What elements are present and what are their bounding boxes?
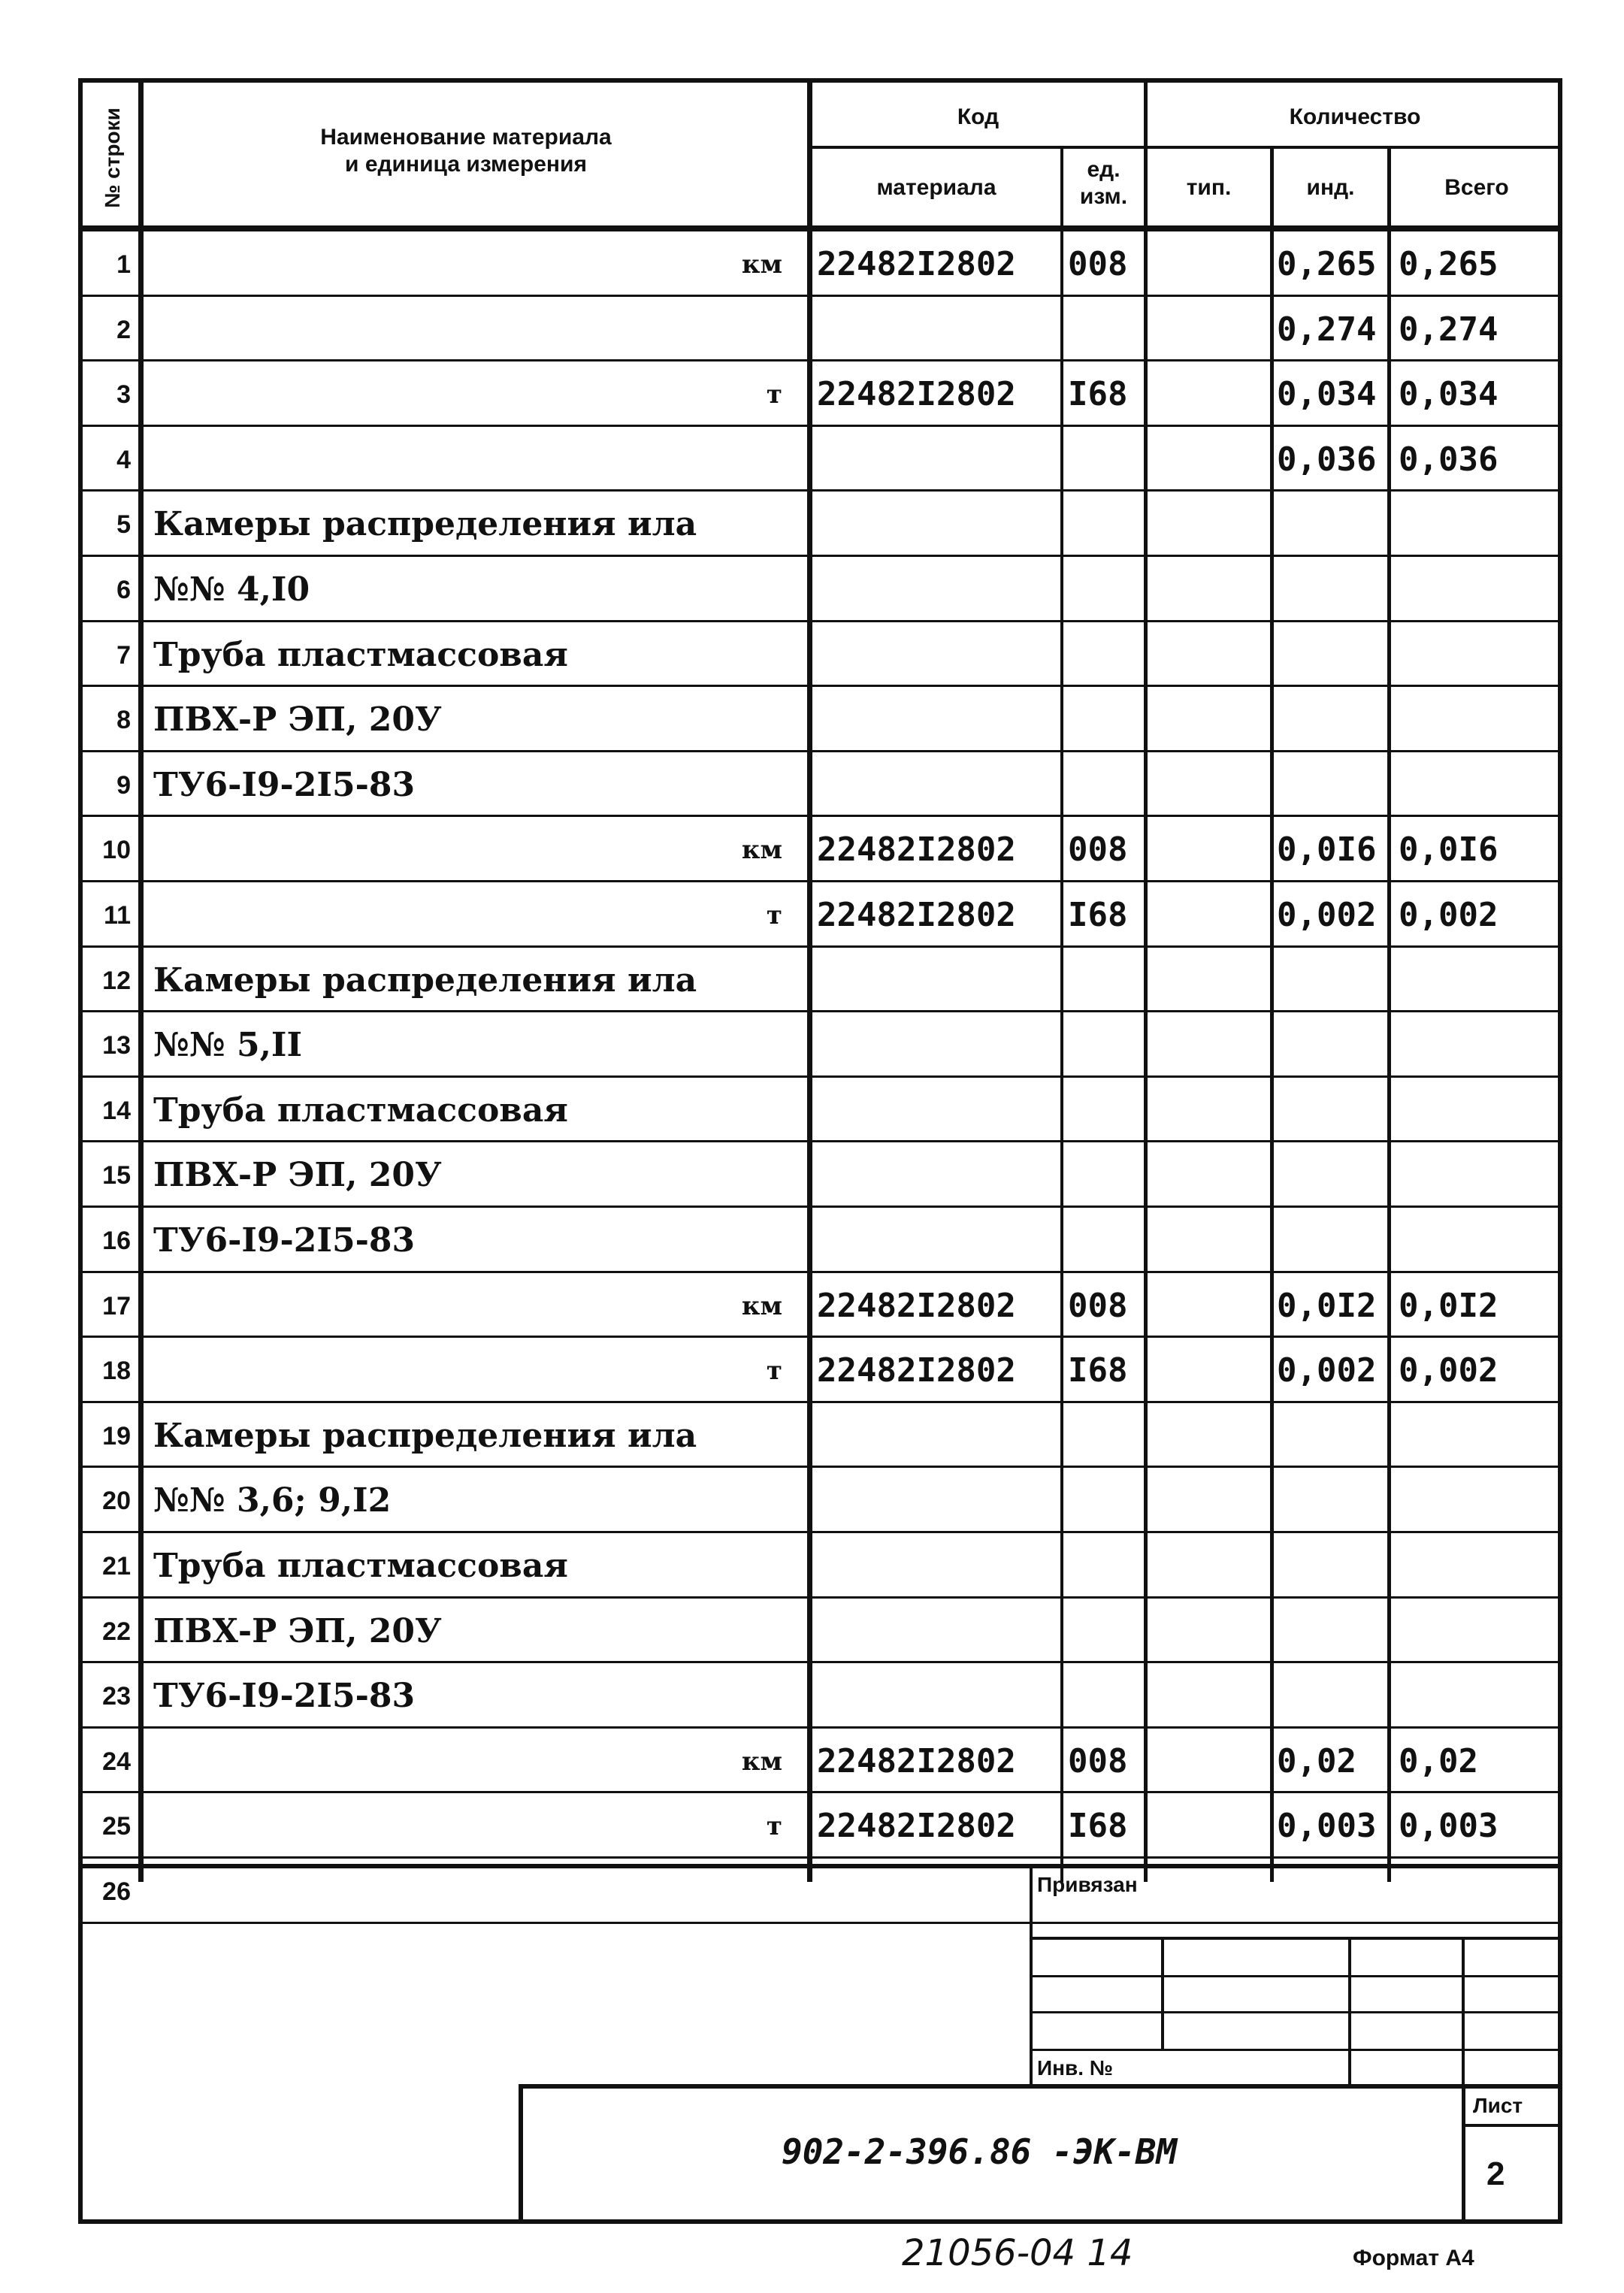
table-cell-n: 16 [102, 1227, 131, 1255]
table-cell-u: I68 [1068, 1807, 1128, 1845]
row-separator [78, 295, 1562, 297]
row-separator [78, 1401, 1562, 1403]
material-header: материала [876, 175, 996, 200]
table-cell-n: 8 [116, 706, 131, 734]
table-cell-u: 008 [1068, 830, 1128, 869]
table-cell-name: ТУ6-I9-2I5-83 [153, 766, 416, 804]
sheet-box-mid-rule [1462, 2124, 1562, 2127]
header-bottom-rule [78, 225, 1562, 231]
table-cell-unit: км [741, 250, 782, 280]
stamp-col-1 [1161, 1937, 1164, 2051]
table-cell-code: 22482I2802 [817, 830, 1016, 869]
inventory-label: Инв. № [1037, 2056, 1114, 2080]
table-cell-unit: т [766, 1811, 782, 1841]
row-separator [78, 620, 1562, 622]
row-separator [78, 1336, 1562, 1338]
table-cell-name: ПВХ-Р ЭП, 20У [153, 1612, 442, 1650]
table-cell-ind: 0,0I6 [1277, 830, 1377, 869]
table-cell-n: 26 [102, 1877, 131, 1906]
row-separator [78, 1205, 1562, 1208]
table-cell-n: 7 [116, 641, 131, 670]
table-cell-name: №№ 4,I0 [153, 570, 310, 609]
row-separator [78, 1010, 1562, 1012]
ind-header: инд. [1306, 175, 1355, 200]
table-cell-n: 1 [116, 250, 131, 279]
row-separator [78, 1271, 1562, 1273]
table-cell-n: 3 [116, 380, 131, 409]
row-separator [78, 489, 1562, 492]
row-separator [78, 1726, 1562, 1729]
quantity-header: Количество [1289, 104, 1421, 129]
table-cell-code: 22482I2802 [817, 245, 1016, 283]
table-cell-unit: км [741, 1747, 782, 1777]
table-cell-name: Труба пластмассовая [153, 1091, 568, 1130]
table-cell-ind: 0,0I2 [1277, 1287, 1377, 1325]
table-cell-ind: 0,02 [1277, 1742, 1356, 1780]
handwritten-archive-number: 21056-04 14 [902, 2232, 1133, 2274]
row-separator [78, 1791, 1562, 1793]
table-cell-name: №№ 3,6; 9,I2 [153, 1481, 392, 1520]
stamp-col-3 [1462, 1937, 1465, 2086]
row-separator [78, 1075, 1562, 1078]
table-cell-n: 24 [102, 1747, 131, 1776]
table-cell-total: 0,274 [1399, 310, 1498, 349]
table-cell-u: 008 [1068, 1287, 1128, 1325]
table-cell-u: 008 [1068, 245, 1128, 283]
col-line-num [138, 78, 144, 1882]
table-cell-code: 22482I2802 [817, 896, 1016, 934]
table-cell-total: 0,0I2 [1399, 1287, 1498, 1325]
sheet-label: Лист [1473, 2094, 1523, 2117]
table-cell-n: 25 [102, 1812, 131, 1841]
linked-label: Привязан [1037, 1873, 1138, 1896]
table-cell-name: Труба пластмассовая [153, 1547, 568, 1585]
row-separator [78, 815, 1562, 817]
row-number-header: № строки [101, 107, 124, 208]
table-cell-n: 10 [102, 836, 131, 864]
subheader-rule [809, 146, 1562, 149]
table-cell-n: 2 [116, 316, 131, 344]
titleblock-top-rule [520, 2084, 1562, 2089]
table-cell-u: I68 [1068, 375, 1128, 413]
table-cell-name: ТУ6-I9-2I5-83 [153, 1221, 416, 1260]
table-cell-n: 11 [104, 901, 131, 930]
table-cell-total: 0,036 [1399, 440, 1498, 479]
table-cell-n: 22 [102, 1617, 131, 1646]
table-cell-ind: 0,274 [1277, 310, 1377, 349]
stamp-rule-4 [1030, 2049, 1562, 2051]
stamp-rule-2 [1030, 1975, 1562, 1977]
stamp-rule-1 [1030, 1937, 1562, 1940]
table-cell-u: 008 [1068, 1742, 1128, 1780]
table-cell-n: 14 [102, 1097, 131, 1125]
row-separator [78, 1856, 1562, 1859]
table-cell-n: 4 [116, 446, 131, 474]
sheet-number: 2 [1486, 2155, 1505, 2192]
table-cell-total: 0,0I6 [1399, 830, 1498, 869]
col-line-unit [1144, 78, 1148, 1882]
table-cell-ind: 0,036 [1277, 440, 1377, 479]
table-cell-ind: 0,265 [1277, 245, 1377, 283]
row-separator [78, 750, 1562, 752]
titleblock-left-rule [519, 2084, 523, 2224]
row-separator [78, 425, 1562, 427]
table-cell-u: I68 [1068, 1351, 1128, 1390]
table-cell-name: Камеры распределения ила [153, 961, 697, 1000]
name-header: Наименование материала и единица измерения [320, 125, 612, 177]
table-cell-name: Камеры распределения ила [153, 505, 697, 543]
table-cell-unit: км [741, 835, 782, 865]
row-separator [78, 880, 1562, 882]
row-separator [78, 359, 1562, 361]
sheet-box-left-rule [1462, 2084, 1465, 2224]
table-cell-u: I68 [1068, 896, 1128, 934]
table-cell-n: 6 [116, 576, 131, 604]
table-cell-unit: т [766, 380, 782, 410]
table-cell-code: 22482I2802 [817, 1351, 1016, 1390]
table-cell-total: 0,265 [1399, 245, 1498, 283]
table-cell-ind: 0,003 [1277, 1807, 1377, 1845]
table-cell-n: 20 [102, 1487, 131, 1515]
row-separator [78, 1596, 1562, 1599]
code-header: Код [957, 104, 1000, 129]
table-cell-unit: т [766, 900, 782, 930]
row-separator [78, 555, 1562, 557]
table-cell-ind: 0,002 [1277, 1351, 1377, 1390]
table-cell-n: 18 [102, 1357, 131, 1385]
row-separator [78, 1661, 1562, 1663]
stamp-left-rule [1030, 1868, 1033, 2086]
table-cell-name: ПВХ-Р ЭП, 20У [153, 1156, 442, 1194]
row-separator [78, 1922, 1562, 1924]
table-cell-total: 0,003 [1399, 1807, 1498, 1845]
stamp-rule-3 [1030, 2011, 1562, 2013]
document-number: 902-2-396.86 -ЭК-ВМ [782, 2131, 1178, 2172]
table-cell-n: 19 [102, 1422, 131, 1451]
row-separator [78, 1140, 1562, 1142]
table-cell-n: 23 [102, 1682, 131, 1711]
table-cell-unit: км [741, 1291, 782, 1321]
table-cell-name: ПВХ-Р ЭП, 20У [153, 700, 442, 739]
typ-header: тип. [1186, 175, 1232, 200]
table-cell-name: ТУ6-I9-2I5-83 [153, 1677, 416, 1715]
total-header: Всего [1444, 175, 1509, 200]
table-cell-code: 22482I2802 [817, 1287, 1016, 1325]
unit-header: ед. изм. [1079, 157, 1128, 209]
format-label: Формат А4 [1353, 2246, 1474, 2270]
table-cell-n: 15 [102, 1161, 131, 1190]
table-cell-total: 0,002 [1399, 1351, 1498, 1390]
table-cell-n: 21 [102, 1552, 131, 1581]
table-cell-n: 5 [116, 510, 131, 539]
table-cell-name: Труба пластмассовая [153, 636, 568, 674]
table-cell-ind: 0,034 [1277, 375, 1377, 413]
table-cell-code: 22482I2802 [817, 1742, 1016, 1780]
row-separator [78, 945, 1562, 948]
table-cell-n: 17 [102, 1292, 131, 1320]
table-cell-total: 0,02 [1399, 1742, 1478, 1780]
table-cell-code: 22482I2802 [817, 1807, 1016, 1845]
stamp-col-2 [1348, 1937, 1351, 2086]
table-cell-code: 22482I2802 [817, 375, 1016, 413]
table-cell-name: №№ 5,II [153, 1026, 303, 1064]
table-cell-n: 13 [102, 1031, 131, 1060]
col-line-name [807, 78, 812, 1882]
row-separator [78, 1531, 1562, 1533]
table-cell-total: 0,002 [1399, 896, 1498, 934]
row-separator [78, 1466, 1562, 1468]
table-bottom-rule [78, 1864, 1562, 1868]
row-separator [78, 685, 1562, 687]
table-cell-n: 12 [102, 967, 131, 995]
table-cell-total: 0,034 [1399, 375, 1498, 413]
table-cell-ind: 0,002 [1277, 896, 1377, 934]
table-cell-name: Камеры распределения ила [153, 1417, 697, 1455]
table-cell-unit: т [766, 1356, 782, 1386]
table-cell-n: 9 [116, 771, 131, 800]
